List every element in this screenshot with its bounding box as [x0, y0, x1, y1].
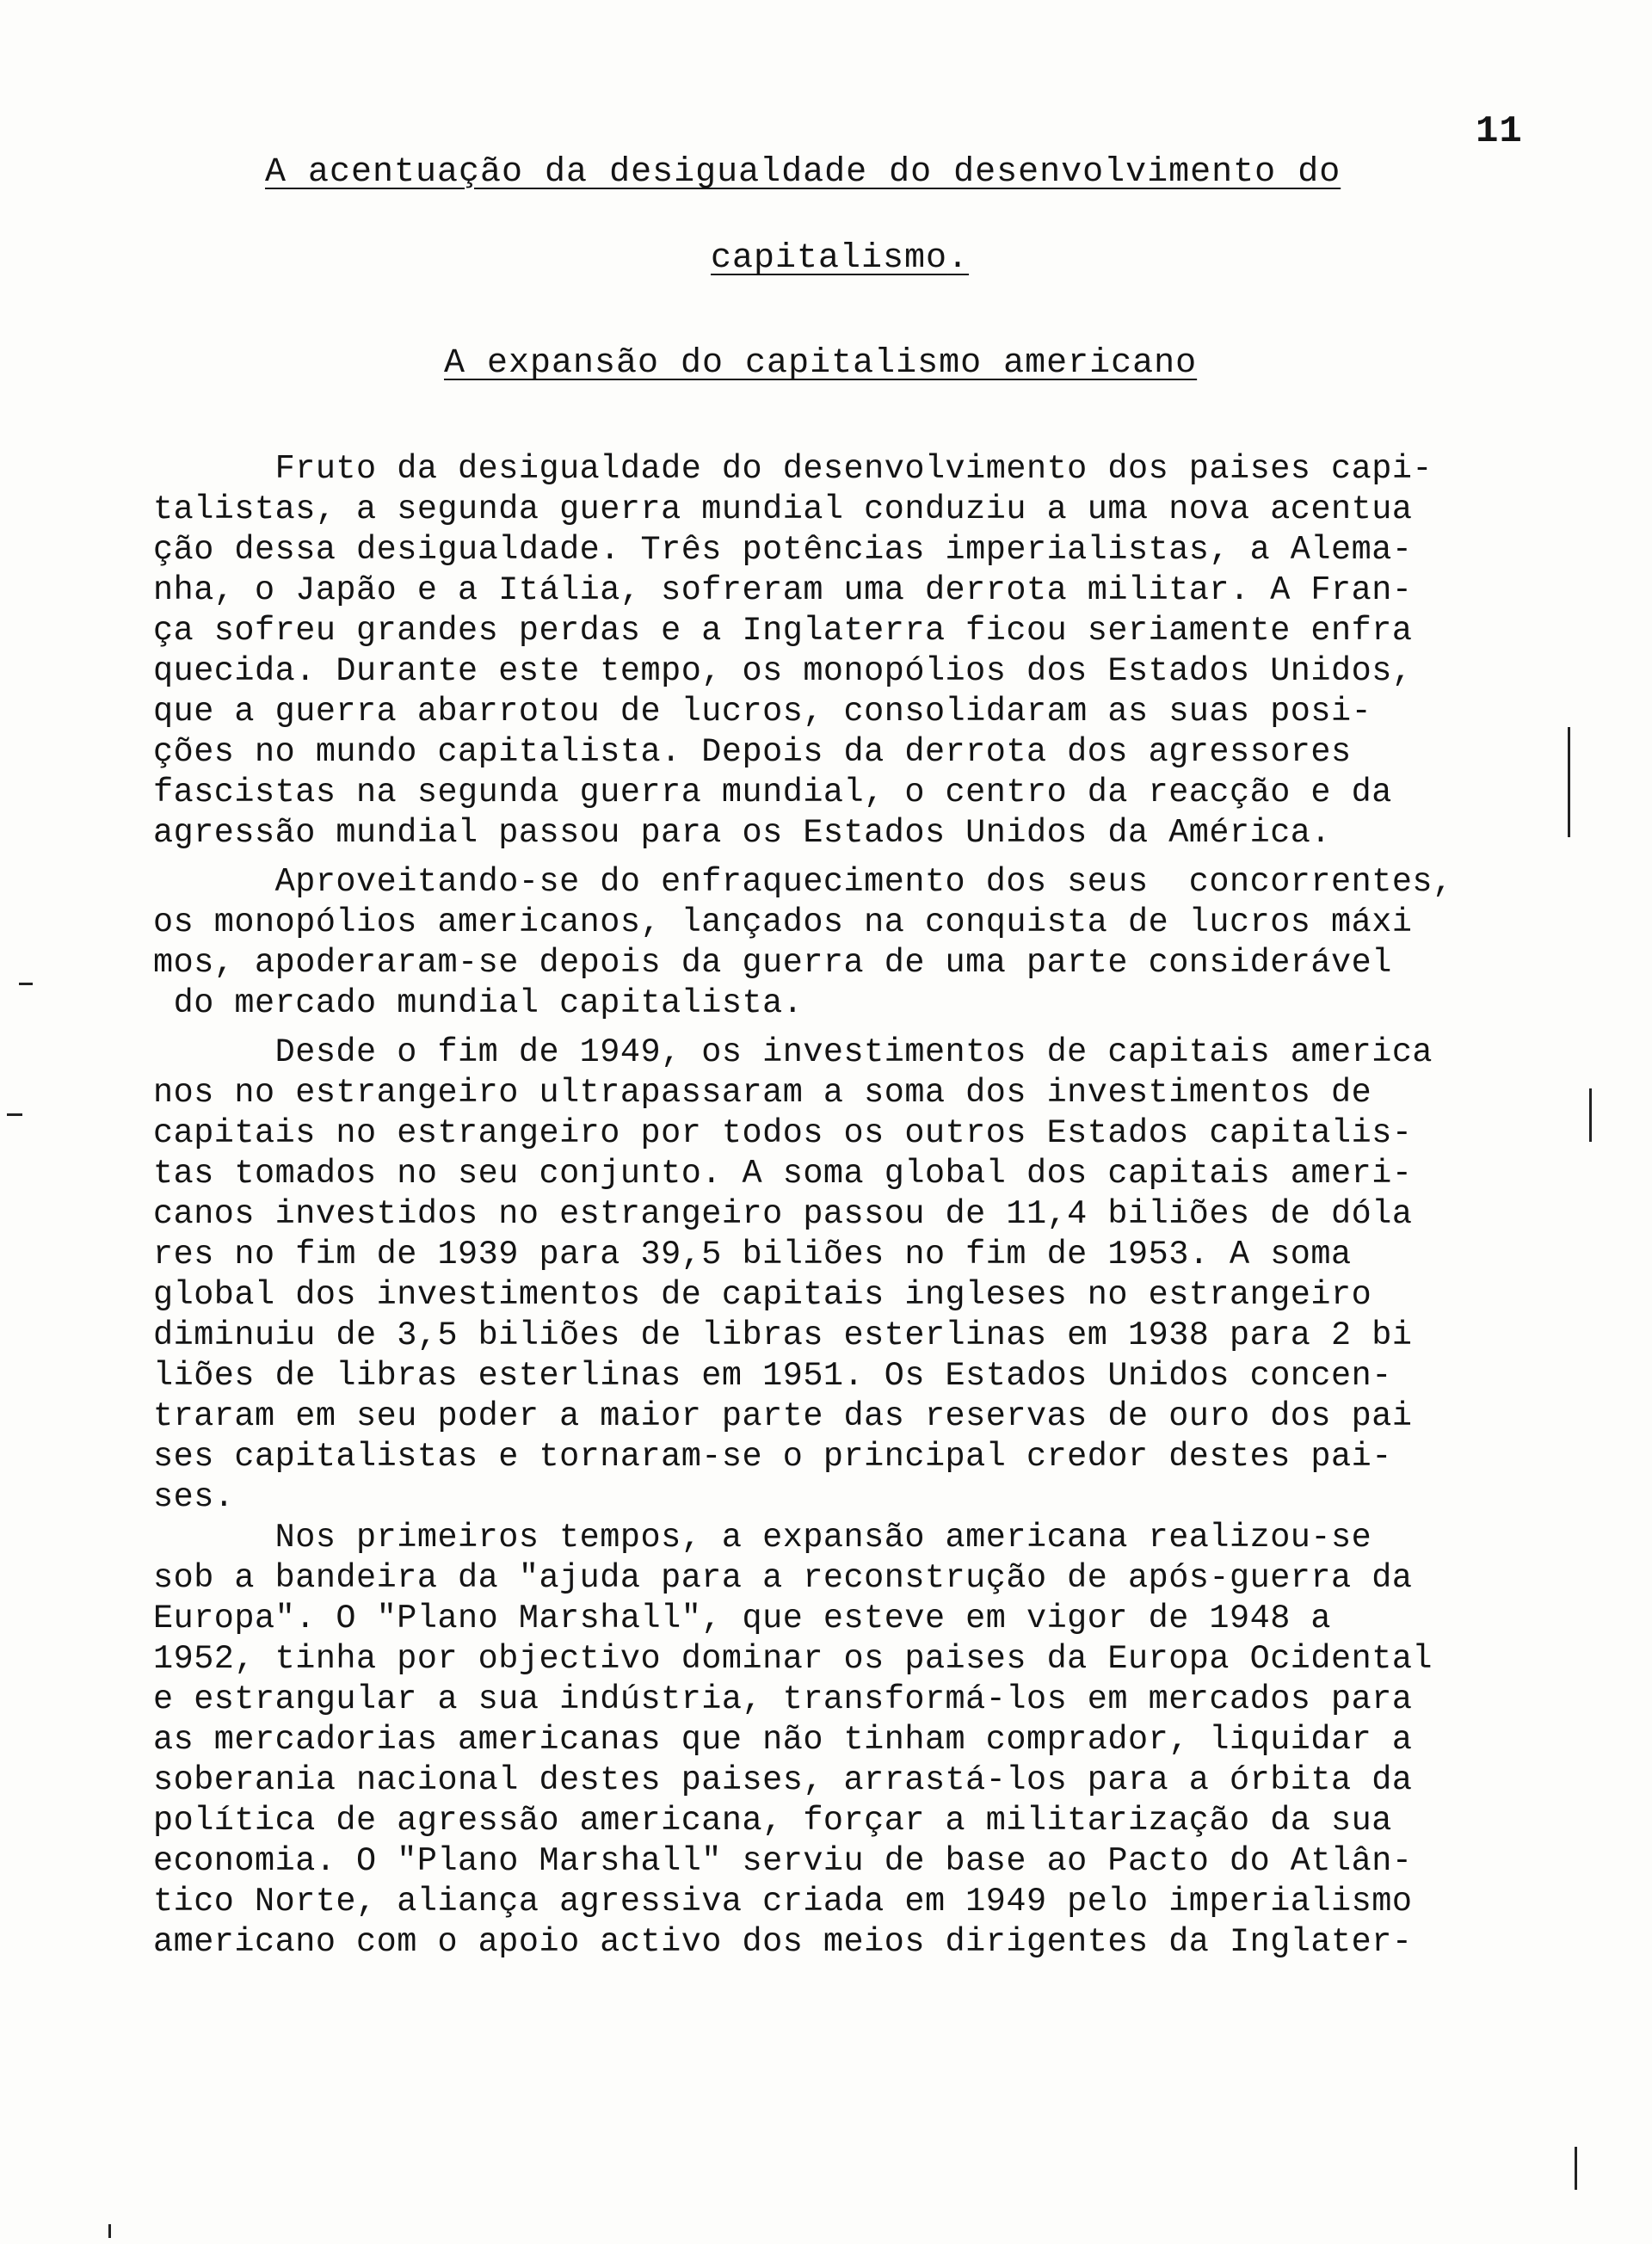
- text-line: economia. O "Plano Marshall" serviu de base ao Pacto do Atlân-: [153, 1842, 1413, 1880]
- text-line: ções no mundo capitalista. Depois da derrota dos agressores: [153, 733, 1352, 771]
- text-line: os monopólios americanos, lançados na conquista de lucros máxi: [153, 903, 1413, 941]
- margin-mark: [1589, 1088, 1592, 1142]
- chapter-title-word: capitalismo: [711, 239, 948, 278]
- text-line: Desde o fim de 1949, os investimentos de capitais america: [153, 1033, 1433, 1071]
- text-line: tas tomados no seu conjunto. A soma global dos capitais ameri-: [153, 1155, 1413, 1193]
- section-subtitle: A expansão do capitalismo americano: [444, 344, 1198, 383]
- text-line: soberania nacional destes paises, arrastá-los para a órbita da: [153, 1761, 1413, 1799]
- text-line: ses.: [153, 1478, 235, 1516]
- text-line: res no fim de 1939 para 39,5 biliões no fim de 1953. A soma: [153, 1236, 1352, 1273]
- text-line: Fruto da desigualdade do desenvolvimento dos paises capi-: [153, 450, 1433, 488]
- margin-mark: [1568, 727, 1570, 837]
- page-number: 11: [1476, 110, 1523, 153]
- text-line: 1952, tinha por objectivo dominar os paises da Europa Ocidental: [153, 1640, 1433, 1678]
- text-line: ses capitalistas e tornaram-se o principal credor destes pai-: [153, 1438, 1392, 1476]
- margin-mark: [19, 983, 33, 985]
- text-line: fascistas na segunda guerra mundial, o centro da reacção e da: [153, 774, 1392, 811]
- text-line: sob a bandeira da "ajuda para a reconstrução de após-guerra da: [153, 1559, 1413, 1597]
- text-line: canos investidos no estrangeiro passou de 11,4 biliões de dóla: [153, 1195, 1413, 1233]
- text-line: que a guerra abarrotou de lucros, consolidaram as suas posi-: [153, 693, 1372, 731]
- text-line: capitais no estrangeiro por todos os outros Estados capitalis-: [153, 1114, 1413, 1152]
- text-line: Europa". O "Plano Marshall", que esteve em vigor de 1948 a: [153, 1600, 1332, 1637]
- text-line: talistas, a segunda guerra mundial conduziu a uma nova acentua: [153, 490, 1413, 528]
- text-line: nha, o Japão e a Itália, sofreram uma derrota militar. A Fran-: [153, 571, 1413, 609]
- text-line: traram em seu poder a maior parte das reservas de ouro dos pai: [153, 1397, 1413, 1435]
- text-line: agressão mundial passou para os Estados Unidos da América.: [153, 814, 1332, 852]
- text-line: global dos investimentos de capitais ingleses no estrangeiro: [153, 1276, 1372, 1314]
- text-line: quecida. Durante este tempo, os monopólios dos Estados Unidos,: [153, 652, 1413, 690]
- chapter-title-line-1: A acentuação da desigualdade do desenvolvimento do: [265, 153, 1341, 192]
- chapter-title-line-2: [711, 239, 969, 278]
- text-line: americano com o apoio activo dos meios dirigentes da Inglater-: [153, 1923, 1413, 1961]
- text-line: Aproveitando-se do enfraquecimento dos seus concorrentes,: [153, 863, 1453, 901]
- text-line: política de agressão americana, forçar a militarização da sua: [153, 1802, 1392, 1840]
- chapter-title-period: .: [947, 239, 970, 278]
- text-line: ção dessa desigualdade. Três potências imperialistas, a Alema-: [153, 531, 1413, 569]
- text-line: ça sofreu grandes perdas e a Inglaterra ficou seriamente enfra: [153, 612, 1413, 650]
- text-line: diminuiu de 3,5 biliões de libras esterlinas em 1938 para 2 bi: [153, 1316, 1413, 1354]
- text-line: nos no estrangeiro ultrapassaram a soma dos investimentos de: [153, 1074, 1372, 1112]
- text-line: Nos primeiros tempos, a expansão americana realizou-se: [153, 1519, 1372, 1557]
- margin-mark: [7, 1113, 22, 1116]
- text-line: e estrangular a sua indústria, transformá-los em mercados para: [153, 1680, 1413, 1718]
- margin-mark: [108, 2224, 111, 2238]
- margin-mark: [1575, 2147, 1577, 2190]
- text-line: as mercadorias americanas que não tinham comprador, liquidar a: [153, 1721, 1413, 1759]
- text-line: do mercado mundial capitalista.: [153, 984, 804, 1022]
- text-line: tico Norte, aliança agressiva criada em 1949 pelo imperialismo: [153, 1883, 1413, 1920]
- text-line: mos, apoderaram-se depois da guerra de uma parte considerável: [153, 944, 1392, 982]
- text-line: liões de libras esterlinas em 1951. Os Estados Unidos concen-: [153, 1357, 1392, 1395]
- body-text: [153, 449, 1564, 1963]
